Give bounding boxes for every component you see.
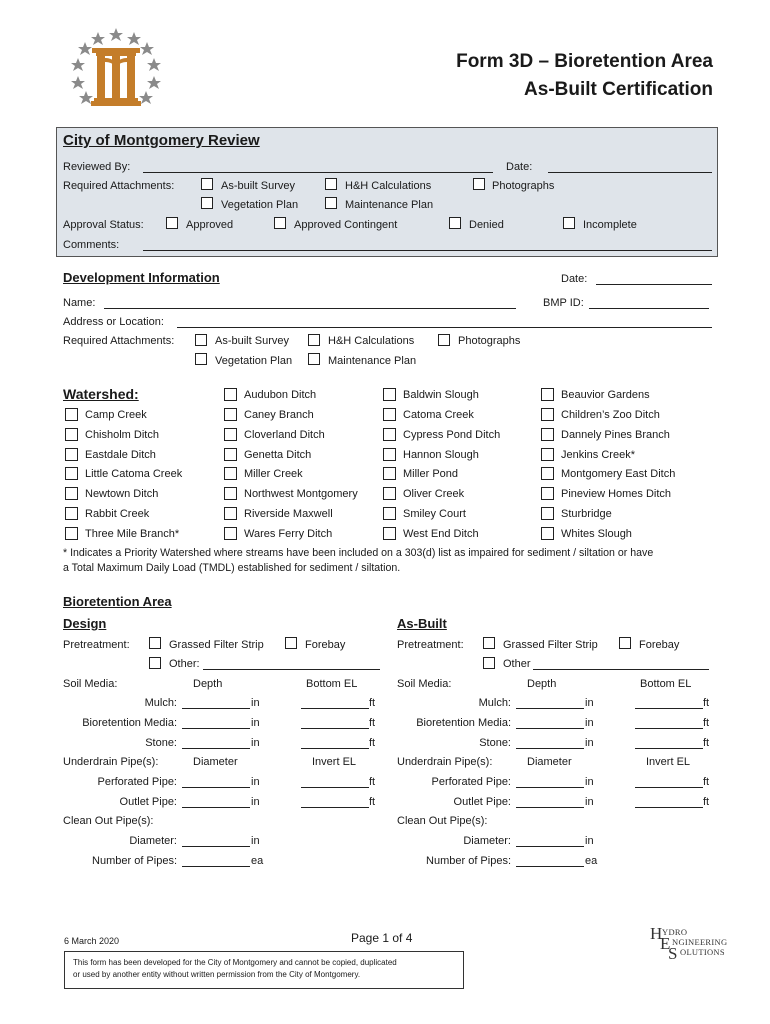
dev-maint-label: Maintenance Plan [328, 355, 417, 367]
asbuilt-mulch-depth-unit: in [585, 697, 594, 709]
name-label: Name: [63, 297, 96, 309]
asbuilt-bottom-el-header: Bottom EL [640, 678, 692, 690]
review-hh-checkbox[interactable] [325, 178, 337, 190]
watershed-checkbox[interactable] [65, 487, 78, 500]
priority-note-line1: * Indicates a Priority Watershed where streams have been included on a 303(d) list as impaired for sediment / siltation or have [63, 547, 654, 559]
dev-attachments-label: Required Attachments: [63, 335, 175, 347]
review-veg-label: Vegetation Plan [221, 199, 299, 211]
watershed-label: Northwest Montgomery [244, 488, 358, 500]
watershed-label: Genetta Ditch [244, 449, 312, 461]
asbuilt-mulch-el-field[interactable] [635, 708, 703, 709]
logo-h: H [650, 924, 663, 943]
asbuilt-cleanout-diameter-field[interactable] [516, 846, 584, 847]
watershed-checkbox[interactable] [65, 467, 78, 480]
design-bio-media-depth-field[interactable] [182, 728, 250, 729]
watershed-label: Whites Slough [561, 528, 632, 540]
priority-note-line2: a Total Maximum Daily Load (TMDL) established for sediment / siltation. [63, 562, 401, 574]
design-stone-depth-field[interactable] [182, 748, 250, 749]
asbuilt-forebay-checkbox[interactable] [619, 637, 631, 649]
watershed-checkbox[interactable] [224, 487, 237, 500]
watershed-checkbox[interactable] [224, 527, 237, 540]
asbuilt-outlet-label: Outlet Pipe: [453, 796, 511, 808]
asbuilt-num-pipes-label: Number of Pipes: [426, 855, 511, 867]
watershed-label: Pineview Homes Ditch [561, 488, 672, 500]
approval-status-label: Approval Status: [63, 219, 144, 231]
watershed-label: Little Catoma Creek [85, 468, 183, 480]
address-label: Address or Location: [63, 316, 164, 328]
design-stone-el-field[interactable] [301, 748, 369, 749]
notice-line1: This form has been developed for the City of Montgomery and cannot be copied, duplicated [73, 958, 397, 967]
asbuilt-underdrain-label: Underdrain Pipe(s): [397, 756, 493, 768]
watershed-checkbox[interactable] [224, 408, 237, 421]
asbuilt-bio-media-depth-unit: in [585, 717, 594, 729]
name-field[interactable] [104, 308, 516, 309]
design-outlet-label: Outlet Pipe: [119, 796, 177, 808]
watershed-checkbox[interactable] [383, 507, 396, 520]
notice-line2: or used by another entity without written permission from the City of Montgomery. [73, 970, 361, 979]
watershed-checkbox[interactable] [65, 448, 78, 461]
asbuilt-outlet-invert-field[interactable] [635, 807, 703, 808]
dev-maint-checkbox[interactable] [308, 353, 320, 365]
asbuilt-mulch-depth-field[interactable] [516, 708, 584, 709]
watershed-checkbox[interactable] [65, 408, 78, 421]
design-bio-media-depth-unit: in [251, 717, 260, 729]
watershed-checkbox[interactable] [541, 507, 554, 520]
dev-date-label: Date: [561, 273, 588, 285]
reviewed-by-field[interactable] [143, 172, 493, 173]
watershed-checkbox[interactable] [541, 487, 554, 500]
design-mulch-label: Mulch: [144, 697, 177, 709]
design-num-pipes-field[interactable] [182, 866, 250, 867]
watershed-label: Wares Ferry Ditch [244, 528, 333, 540]
design-bio-media-label: Bioretention Media: [82, 717, 177, 729]
design-heading: Design [63, 616, 107, 631]
watershed-label: Smiley Court [403, 508, 466, 520]
watershed-label: Miller Pond [403, 468, 459, 480]
watershed-checkbox[interactable] [383, 487, 396, 500]
watershed-label: Eastdale Ditch [85, 449, 156, 461]
asbuilt-cleanout-diameter-label: Diameter: [463, 835, 511, 847]
design-cleanout-diameter-field[interactable] [182, 846, 250, 847]
design-perforated-diameter-field[interactable] [182, 787, 250, 788]
review-maint-checkbox[interactable] [325, 197, 337, 209]
denied-label: Denied [469, 219, 504, 231]
asbuilt-diameter-header: Diameter [527, 756, 572, 768]
review-asbuilt-label: As-built Survey [221, 180, 295, 192]
form-title-line1: Form 3D – Bioretention Area [456, 51, 713, 72]
watershed-label: Three Mile Branch* [85, 528, 180, 540]
asbuilt-mulch-el-unit: ft [703, 697, 710, 709]
design-perforated-diameter-unit: in [251, 776, 260, 788]
asbuilt-forebay-label: Forebay [639, 639, 680, 651]
asbuilt-num-pipes-field[interactable] [516, 866, 584, 867]
asbuilt-perforated-diameter-field[interactable] [516, 787, 584, 788]
approved-contingent-checkbox[interactable] [274, 217, 286, 229]
watershed-label: Audubon Ditch [244, 389, 317, 401]
watershed-label: Cloverland Ditch [244, 429, 325, 441]
watershed-checkbox[interactable] [541, 527, 554, 540]
logo-engineering: NGINEERING [672, 937, 728, 947]
watershed-label: Rabbit Creek [85, 508, 150, 520]
bmp-id-field[interactable] [589, 308, 709, 309]
design-forebay-label: Forebay [305, 639, 346, 651]
copyright-notice [64, 951, 464, 989]
asbuilt-invert-el-header: Invert EL [646, 756, 691, 768]
watershed-label: Caney Branch [244, 409, 314, 421]
design-mulch-el-field[interactable] [301, 708, 369, 709]
watershed-label: Beauvior Gardens [561, 389, 650, 401]
asbuilt-cleanout-label: Clean Out Pipe(s): [397, 815, 488, 827]
watershed-heading: Watershed: [63, 386, 139, 402]
watershed-label: Camp Creek [85, 409, 147, 421]
watershed-label: Oliver Creek [403, 488, 465, 500]
watershed-checkbox[interactable] [383, 448, 396, 461]
asbuilt-cleanout-diameter-unit: in [585, 835, 594, 847]
watershed-checkbox[interactable] [541, 428, 554, 441]
logo-hydro: YDRO [662, 927, 688, 937]
incomplete-label: Incomplete [583, 219, 637, 231]
form-title-line2: As-Built Certification [524, 79, 713, 100]
reviewed-by-label: Reviewed By: [63, 161, 131, 173]
design-stone-label: Stone: [145, 737, 177, 749]
watershed-checkbox[interactable] [383, 388, 396, 401]
design-cleanout-label: Clean Out Pipe(s): [63, 815, 154, 827]
asbuilt-other-checkbox[interactable] [483, 657, 495, 669]
approved-label: Approved [186, 219, 234, 231]
asbuilt-stone-depth-field[interactable] [516, 748, 584, 749]
asbuilt-grassed-checkbox[interactable] [483, 637, 495, 649]
design-outlet-diameter-unit: in [251, 796, 260, 808]
watershed-label: Children’s Zoo Ditch [561, 409, 660, 421]
watershed-checkbox[interactable] [65, 527, 78, 540]
watershed-checkbox[interactable] [541, 388, 554, 401]
watershed-label: West End Ditch [403, 528, 479, 540]
design-mulch-depth-field[interactable] [182, 708, 250, 709]
design-stone-depth-unit: in [251, 737, 260, 749]
asbuilt-outlet-diameter-field[interactable] [516, 807, 584, 808]
watershed-label: Catoma Creek [403, 409, 474, 421]
watershed-checkbox[interactable] [541, 448, 554, 461]
asbuilt-bio-media-label: Bioretention Media: [416, 717, 511, 729]
logo-solutions: OLUTIONS [680, 947, 725, 957]
design-underdrain-label: Underdrain Pipe(s): [63, 756, 159, 768]
watershed-label: Hannon Slough [403, 449, 479, 461]
watershed-checkbox[interactable] [224, 428, 237, 441]
design-num-pipes-label: Number of Pipes: [92, 855, 177, 867]
dev-date-field[interactable] [596, 284, 712, 285]
asbuilt-soil-media-label: Soil Media: [397, 678, 452, 690]
city-logo [68, 26, 164, 112]
watershed-checkbox[interactable] [541, 408, 554, 421]
watershed-checkbox[interactable] [383, 527, 396, 540]
asbuilt-stone-depth-unit: in [585, 737, 594, 749]
review-photos-label: Photographs [492, 180, 555, 192]
design-soil-media-label: Soil Media: [63, 678, 118, 690]
design-mulch-el-unit: ft [369, 697, 376, 709]
watershed-checkbox[interactable] [224, 467, 237, 480]
design-bio-media-el-field[interactable] [301, 728, 369, 729]
design-forebay-checkbox[interactable] [285, 637, 297, 649]
review-attachments-label: Required Attachments: [63, 180, 175, 192]
dev-hh-checkbox[interactable] [308, 334, 320, 346]
logo-e: E [660, 934, 671, 953]
review-photos-checkbox[interactable] [473, 178, 485, 190]
design-diameter-header: Diameter [193, 756, 238, 768]
comments-label: Comments: [63, 239, 120, 251]
design-grassed-checkbox[interactable] [149, 637, 161, 649]
dev-veg-label: Vegetation Plan [215, 355, 293, 367]
watershed-label: Riverside Maxwell [244, 508, 333, 520]
asbuilt-bio-media-depth-field[interactable] [516, 728, 584, 729]
approved-checkbox[interactable] [166, 217, 178, 229]
design-stone-el-unit: ft [369, 737, 376, 749]
review-date-label: Date: [506, 161, 533, 173]
development-heading: Development Information [63, 270, 220, 285]
asbuilt-heading: As-Built [397, 616, 447, 631]
hydro-engineering-logo [650, 926, 740, 964]
footer-date: 6 March 2020 [64, 936, 120, 946]
watershed-checkbox[interactable] [383, 467, 396, 480]
review-date-field[interactable] [548, 172, 712, 173]
review-hh-label: H&H Calculations [345, 180, 432, 192]
design-perforated-label: Perforated Pipe: [97, 776, 177, 788]
asbuilt-stone-el-unit: ft [703, 737, 710, 749]
asbuilt-bio-media-el-field[interactable] [635, 728, 703, 729]
design-perforated-invert-field[interactable] [301, 787, 369, 788]
watershed-checkbox[interactable] [65, 428, 78, 441]
asbuilt-perforated-invert-unit: ft [703, 776, 710, 788]
watershed-checkbox[interactable] [383, 428, 396, 441]
asbuilt-stone-label: Stone: [479, 737, 511, 749]
denied-checkbox[interactable] [449, 217, 461, 229]
watershed-label: Baldwin Slough [403, 389, 479, 401]
watershed-label: Sturbridge [561, 508, 612, 520]
design-perforated-invert-unit: ft [369, 776, 376, 788]
dev-hh-label: H&H Calculations [328, 335, 415, 347]
review-veg-checkbox[interactable] [201, 197, 213, 209]
design-invert-el-header: Invert EL [312, 756, 357, 768]
design-bottom-el-header: Bottom EL [306, 678, 358, 690]
asbuilt-stone-el-field[interactable] [635, 748, 703, 749]
asbuilt-perforated-diameter-unit: in [585, 776, 594, 788]
watershed-label: Miller Creek [244, 468, 303, 480]
asbuilt-depth-header: Depth [527, 678, 557, 690]
asbuilt-pretreatment-label: Pretreatment: [397, 639, 464, 651]
design-other-field[interactable] [203, 669, 380, 670]
watershed-label: Montgomery East Ditch [561, 468, 676, 480]
incomplete-checkbox[interactable] [563, 217, 575, 229]
design-outlet-invert-field[interactable] [301, 807, 369, 808]
watershed-label: Chisholm Ditch [85, 429, 159, 441]
review-heading: City of Montgomery Review [63, 132, 260, 149]
asbuilt-bio-media-el-unit: ft [703, 717, 710, 729]
watershed-label: Jenkins Creek* [561, 449, 635, 461]
asbuilt-other-label: Other [503, 658, 531, 670]
dev-veg-checkbox[interactable] [195, 353, 207, 365]
dev-asbuilt-checkbox[interactable] [195, 334, 207, 346]
watershed-checkbox[interactable] [383, 408, 396, 421]
watershed-checkbox[interactable] [224, 388, 237, 401]
design-cleanout-diameter-label: Diameter: [129, 835, 177, 847]
asbuilt-outlet-invert-unit: ft [703, 796, 710, 808]
watershed-checkbox[interactable] [65, 507, 78, 520]
watershed-checkbox[interactable] [224, 448, 237, 461]
design-mulch-depth-unit: in [251, 697, 260, 709]
logo-s: S [668, 944, 678, 963]
asbuilt-other-field[interactable] [533, 669, 709, 670]
dev-asbuilt-label: As-built Survey [215, 335, 289, 347]
design-outlet-diameter-field[interactable] [182, 807, 250, 808]
design-pretreatment-label: Pretreatment: [63, 639, 130, 651]
design-outlet-invert-unit: ft [369, 796, 376, 808]
review-maint-label: Maintenance Plan [345, 199, 434, 211]
design-bio-media-el-unit: ft [369, 717, 376, 729]
asbuilt-perforated-label: Perforated Pipe: [431, 776, 511, 788]
design-other-checkbox[interactable] [149, 657, 161, 669]
column-m-icon [91, 48, 141, 106]
asbuilt-outlet-diameter-unit: in [585, 796, 594, 808]
dev-photos-label: Photographs [458, 335, 521, 347]
watershed-label: Dannely Pines Branch [561, 429, 670, 441]
design-grassed-label: Grassed Filter Strip [169, 639, 264, 651]
bmp-id-label: BMP ID: [543, 297, 584, 309]
design-num-pipes-unit: ea [251, 855, 264, 867]
review-asbuilt-checkbox[interactable] [201, 178, 213, 190]
asbuilt-num-pipes-unit: ea [585, 855, 598, 867]
page-number: Page 1 of 4 [351, 931, 413, 945]
asbuilt-perforated-invert-field[interactable] [635, 787, 703, 788]
design-other-label: Other: [169, 658, 200, 670]
watershed-label: Newtown Ditch [85, 488, 159, 500]
asbuilt-mulch-label: Mulch: [478, 697, 511, 709]
watershed-label: Cypress Pond Ditch [403, 429, 501, 441]
address-field[interactable] [177, 327, 712, 328]
approved-contingent-label: Approved Contingent [294, 219, 398, 231]
comments-field[interactable] [143, 250, 712, 251]
design-depth-header: Depth [193, 678, 223, 690]
asbuilt-grassed-label: Grassed Filter Strip [503, 639, 598, 651]
design-cleanout-diameter-unit: in [251, 835, 260, 847]
watershed-checkbox[interactable] [224, 507, 237, 520]
watershed-checkbox[interactable] [541, 467, 554, 480]
bioretention-heading: Bioretention Area [63, 594, 172, 609]
dev-photos-checkbox[interactable] [438, 334, 450, 346]
